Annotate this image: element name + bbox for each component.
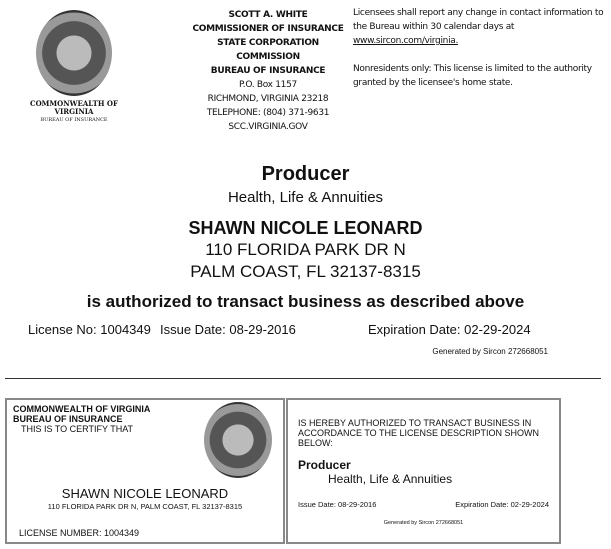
card-bureau: BUREAU OF INSURANCE bbox=[13, 414, 123, 424]
notices bbox=[353, 6, 608, 90]
card-lines-of-authority: Health, Life & Annuities bbox=[328, 472, 453, 486]
issue-date: Issue Date: 08-29-2016 bbox=[160, 322, 296, 337]
card-expiration-date: Expiration Date: 02-29-2024 bbox=[455, 500, 549, 509]
office-line: STATE CORPORATION bbox=[217, 38, 319, 48]
card-seal bbox=[204, 402, 272, 478]
office-line: SCC.VIRGINIA.GOV bbox=[228, 122, 308, 132]
address-line-2: PALM COAST, FL 32137-8315 bbox=[190, 262, 421, 281]
wallet-card-left bbox=[5, 398, 285, 544]
office-address bbox=[188, 8, 348, 134]
license-type: Producer bbox=[261, 163, 350, 185]
office-line: TELEPHONE: (804) 371-9631 bbox=[206, 108, 330, 118]
card-certify: THIS IS TO CERTIFY THAT bbox=[21, 424, 134, 434]
card-license-number: LICENSE NUMBER: 1004349 bbox=[19, 528, 140, 538]
office-line: COMMISSIONER OF INSURANCE bbox=[192, 24, 344, 34]
sircon-link[interactable]: www.sircon.com/virginia. bbox=[353, 36, 459, 46]
lines-of-authority: Health, Life & Annuities bbox=[227, 189, 384, 206]
card-org: COMMONWEALTH OF VIRGINIA bbox=[13, 404, 151, 414]
card-licensee-name: SHAWN NICOLE LEONARD bbox=[61, 486, 229, 501]
caption-line: BUREAU OF INSURANCE bbox=[40, 117, 108, 123]
address-line-1: 110 FLORIDA PARK DR N bbox=[205, 240, 406, 259]
caption-line: VIRGINIA bbox=[54, 107, 94, 116]
license-number: License No: 1004349 bbox=[28, 322, 151, 337]
seal-caption bbox=[20, 100, 128, 124]
card-generated-by: Generated by Sircon 272668051 bbox=[383, 520, 464, 526]
office-line: BUREAU OF INSURANCE bbox=[210, 66, 326, 76]
card-license-type: Producer bbox=[298, 458, 351, 472]
nonresident-notice: Nonresidents only: This license is limited to the authority granted by the licensee's home state. bbox=[353, 64, 592, 88]
card-issue-date: Issue Date: 08-29-2016 bbox=[298, 500, 377, 509]
office-line: RICHMOND, VIRGINIA 23218 bbox=[207, 94, 329, 104]
caption-line: COMMONWEALTH OF bbox=[30, 99, 118, 108]
card-address: 110 FLORIDA PARK DR N, PALM COAST, FL 32137-8315 bbox=[47, 502, 243, 511]
authorization-statement: is authorized to transact business as described above bbox=[86, 292, 525, 311]
expiration-date: Expiration Date: 02-29-2024 bbox=[368, 322, 531, 337]
office-line: P.O. Box 1157 bbox=[239, 80, 297, 90]
licensee-name: SHAWN NICOLE LEONARD bbox=[188, 218, 423, 238]
card-authorization: IS HEREBY AUTHORIZED TO TRANSACT BUSINESS IN ACCORDANCE TO THE LICENSE DESCRIPTION SHOWN BELOW: bbox=[298, 418, 540, 448]
office-line: COMMISSION bbox=[236, 52, 300, 62]
virginia-seal bbox=[36, 10, 112, 96]
commissioner-name: SCOTT A. WHITE bbox=[228, 10, 308, 20]
wallet-card-right bbox=[286, 398, 561, 544]
notice-text: Licensees shall report any change in contact information to the Bureau within 30 calendar days at bbox=[353, 8, 604, 32]
divider bbox=[5, 378, 601, 379]
generated-by: Generated by Sircon 272668051 bbox=[432, 347, 548, 356]
